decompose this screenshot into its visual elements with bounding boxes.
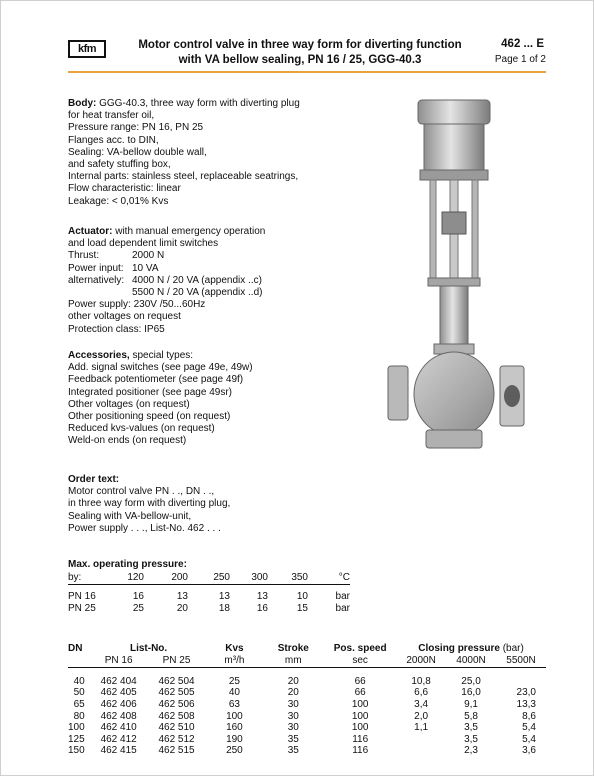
pressure-table-title: Max. operating pressure: <box>68 559 187 570</box>
title-line-1: Motor control valve in three way form for diverting function <box>138 39 462 51</box>
actuator-cap <box>418 100 490 124</box>
table-cell: 462 410 <box>100 722 137 734</box>
title-line-2: with VA bellow sealing, PN 16 / 25, GGG-40.3 <box>178 54 422 66</box>
accessory-item: Reduced kvs-values (on request) <box>68 423 215 435</box>
body-line: Flow characteristic: linear <box>68 183 181 195</box>
table-cell: 462 408 <box>100 710 137 722</box>
header-dn: DN <box>68 643 83 655</box>
table-cell: 3,6 <box>522 745 536 757</box>
valve-stem <box>450 180 458 290</box>
alternative-value-2: 5500 N / 20 VA (appendix ..d) <box>132 287 263 299</box>
body-line: Sealing: VA-bellow double wall, <box>68 146 207 158</box>
table-cell: 20 <box>287 675 299 687</box>
accessories-heading <box>68 350 368 362</box>
table-row <box>68 734 546 746</box>
table-cell: 190 <box>226 733 243 745</box>
table-cell: 250 <box>226 745 243 757</box>
yoke-plate <box>428 278 480 286</box>
actuator-line-text: with manual emergency operation <box>112 226 266 237</box>
header-cell: PN 16 <box>91 655 147 668</box>
order-line: Power supply . . ., List-No. 462 . . . <box>68 522 221 534</box>
table-cell: 65 <box>73 699 85 711</box>
table-row <box>68 722 546 734</box>
table-cell: 30 <box>287 699 299 711</box>
table-cell: 13 <box>218 590 230 602</box>
closing-pressure-label: Closing pressure <box>418 643 500 655</box>
header-cell <box>68 655 91 668</box>
thrust-value: 2000 N <box>132 250 165 262</box>
power-key: Power input: <box>68 262 124 274</box>
table-cell: 13 <box>256 590 268 602</box>
table-cell: 10 <box>296 590 308 602</box>
body-line: Flanges acc. to DIN, <box>68 134 159 146</box>
table-header-row-1 <box>68 643 546 655</box>
closing-pressure-unit: (bar) <box>499 643 524 655</box>
table-cell: 13,3 <box>516 699 536 711</box>
table-cell: 125 <box>68 733 85 745</box>
accessories-label-rest: special types: <box>129 350 194 361</box>
body-line <box>68 98 368 110</box>
accessory-item: Other positioning speed (on request) <box>68 411 231 423</box>
table-cell: 25 <box>132 602 144 614</box>
table-cell: 40 <box>73 675 85 687</box>
table-cell: bar <box>335 590 350 602</box>
actuator-section <box>68 226 368 336</box>
body-line-text: GGG-40.3, three way form with diverting plug <box>96 98 300 109</box>
spacer <box>68 287 132 299</box>
table-header-row-2 <box>68 655 546 668</box>
company-logo <box>68 40 106 58</box>
table-cell: 3,5 <box>464 733 478 745</box>
thrust-key: Thrust: <box>68 250 100 262</box>
table-cell: PN 25 <box>68 602 96 614</box>
header-cell: sec <box>324 655 396 668</box>
table-cell: 35 <box>287 733 299 745</box>
alternative-row <box>68 275 368 287</box>
table-cell: 2,3 <box>464 745 478 757</box>
table-row <box>68 745 546 757</box>
header-cell: by: <box>68 572 118 584</box>
header-closing-pressure <box>396 643 546 655</box>
table-row <box>68 590 350 602</box>
table-row <box>68 687 546 699</box>
power-value: 10 VA <box>132 262 159 274</box>
header-cell: 4000N <box>446 655 496 668</box>
alternative-value-1: 4000 N / 20 VA (appendix ..c) <box>132 274 262 286</box>
table-cell: 462 512 <box>158 733 195 745</box>
table-cell: 66 <box>354 687 366 699</box>
table-cell <box>496 676 546 688</box>
table-cell: 63 <box>228 699 240 711</box>
table-cell: 100 <box>351 722 369 734</box>
accessories-label: Accessories, <box>68 350 130 361</box>
valve-body <box>414 352 494 436</box>
yoke-left <box>430 180 436 280</box>
header-divider <box>68 71 546 73</box>
table-cell: 462 412 <box>100 733 137 745</box>
table-cell: 50 <box>73 687 85 699</box>
table-cell: 116 <box>352 745 369 757</box>
table-cell: 462 508 <box>158 710 195 722</box>
table-cell: 30 <box>287 722 299 734</box>
header-cell: 250 <box>188 572 230 584</box>
accessory-item: Feedback potentiometer (see page 49f) <box>68 374 244 386</box>
body-line: and safety stuffing box, <box>68 159 171 171</box>
header-kvs: Kvs <box>225 643 244 655</box>
order-line: Sealing with VA-bellow-unit, <box>68 510 192 522</box>
table-cell: 20 <box>287 687 299 699</box>
table-cell: 3,5 <box>464 722 478 734</box>
table-cell: 2,0 <box>414 710 429 722</box>
pressure-table <box>68 572 350 614</box>
table-cell: 462 406 <box>100 699 137 711</box>
header-cell: 350 <box>268 572 308 584</box>
order-line: in three way form with diverting plug, <box>68 498 231 510</box>
order-section <box>68 474 368 535</box>
table-cell: PN 16 <box>68 590 96 602</box>
table-cell: 100 <box>68 722 85 734</box>
product-code: 462 ... E <box>501 38 544 50</box>
power-row <box>68 263 368 275</box>
specifications-table <box>68 643 546 757</box>
table-cell: 23,0 <box>516 687 536 699</box>
header-stroke: Stroke <box>277 643 309 655</box>
table-cell: 16 <box>256 602 268 614</box>
bellow-bonnet <box>440 286 468 346</box>
table-cell: 16 <box>132 590 144 602</box>
table-cell: 66 <box>354 675 366 687</box>
table-cell: 462 415 <box>100 745 137 757</box>
table-row <box>68 676 546 688</box>
table-cell: 462 504 <box>158 675 195 687</box>
table-cell: 462 510 <box>158 722 195 734</box>
table-cell: 9,1 <box>464 699 478 711</box>
logo-text: kfm <box>77 43 97 55</box>
table-cell: 462 405 <box>100 687 137 699</box>
header-cell: 120 <box>118 572 144 584</box>
valve-product-image <box>384 94 534 454</box>
body-line: for heat transfer oil, <box>68 110 155 122</box>
yoke-right <box>472 180 478 280</box>
alternative-key: alternatively: <box>68 274 125 286</box>
table-cell: 40 <box>228 687 240 699</box>
body-line: Pressure range: PN 16, PN 25 <box>68 122 204 134</box>
page-number: Page 1 of 2 <box>494 54 546 65</box>
actuator-housing <box>424 124 484 172</box>
header-list-no: List-No. <box>129 643 168 655</box>
table-cell: 20 <box>176 602 188 614</box>
table-cell: 25,0 <box>461 675 481 687</box>
table-cell <box>396 734 446 746</box>
table-cell: bar <box>335 602 350 614</box>
thrust-row <box>68 250 368 262</box>
table-cell: 100 <box>226 710 243 722</box>
header-cell: °C <box>308 572 350 584</box>
accessories-section <box>68 350 368 448</box>
actuator-label: Actuator: <box>68 226 113 237</box>
accessory-item: Add. signal switches (see page 49e, 49w) <box>68 362 253 374</box>
actuator-line <box>68 226 368 238</box>
table-cell: 100 <box>351 710 369 722</box>
header-pos-speed: Pos. speed <box>333 643 387 655</box>
spacer-row <box>68 668 546 676</box>
header-cell: 300 <box>230 572 268 584</box>
actuator-base <box>420 170 488 180</box>
table-cell: 15 <box>296 602 308 614</box>
header-cell: PN 25 <box>147 655 207 668</box>
table-cell: 30 <box>287 710 299 722</box>
table-cell: 18 <box>218 602 230 614</box>
table-cell: 116 <box>352 733 369 745</box>
flange-bottom <box>426 430 482 448</box>
table-cell: 13 <box>176 590 188 602</box>
table-cell: 150 <box>68 745 85 757</box>
table-row <box>68 699 546 711</box>
table-row <box>68 602 350 614</box>
table-cell: 5,8 <box>464 710 478 722</box>
body-line: Internal parts: stainless steel, replaceable seatrings, <box>68 171 299 183</box>
table-cell: 3,4 <box>414 699 429 711</box>
header-cell: 5500N <box>496 655 546 668</box>
table-cell: 5,4 <box>522 722 536 734</box>
order-label: Order text: <box>68 474 120 485</box>
flange-left <box>388 366 408 420</box>
flange-opening <box>504 385 520 407</box>
actuator-line: Power supply: 230V /50...60Hz <box>68 299 206 311</box>
table-cell: 462 404 <box>100 675 137 687</box>
table-cell: 25 <box>228 675 240 687</box>
accessory-item: Weld-on ends (on request) <box>68 435 187 447</box>
table-cell <box>396 745 446 757</box>
specifications-table-wrap <box>68 643 546 757</box>
table-cell: 462 506 <box>158 699 195 711</box>
table-cell: 462 505 <box>158 687 195 699</box>
header-cell: 2000N <box>396 655 446 668</box>
table-row <box>68 710 546 722</box>
accessory-item: Other voltages (on request) <box>68 398 190 410</box>
table-cell: 6,6 <box>414 687 429 699</box>
table-cell: 5,4 <box>522 733 536 745</box>
table-cell: 1,1 <box>414 722 429 734</box>
document-title <box>120 38 480 68</box>
table-cell: 10,8 <box>411 675 431 687</box>
actuator-line: other voltages on request <box>68 311 181 323</box>
table-cell: 35 <box>287 745 299 757</box>
header-cell: m³/h <box>206 655 262 668</box>
header-cell: 200 <box>144 572 188 584</box>
order-line: Motor control valve PN . ., DN . ., <box>68 486 215 498</box>
table-cell: 80 <box>73 710 85 722</box>
body-line: Leakage: < 0,01% Kvs <box>68 195 169 207</box>
body-label: Body: <box>68 98 97 109</box>
table-cell: 16,0 <box>461 687 481 699</box>
table-cell: 8,6 <box>522 710 536 722</box>
table-cell: 462 515 <box>158 745 195 757</box>
actuator-line: Protection class: IP65 <box>68 323 165 335</box>
body-section <box>68 98 368 208</box>
specifications-table-body <box>68 676 546 757</box>
stem-coupling <box>442 212 466 234</box>
header-cell: mm <box>262 655 324 668</box>
actuator-line: and load dependent limit switches <box>68 238 219 250</box>
table-cell: 160 <box>226 722 243 734</box>
pressure-table-header <box>68 572 350 584</box>
accessory-item: Integrated positioner (see page 49sr) <box>68 386 232 398</box>
alternative-row-2 <box>68 287 368 299</box>
table-cell: 100 <box>351 699 369 711</box>
